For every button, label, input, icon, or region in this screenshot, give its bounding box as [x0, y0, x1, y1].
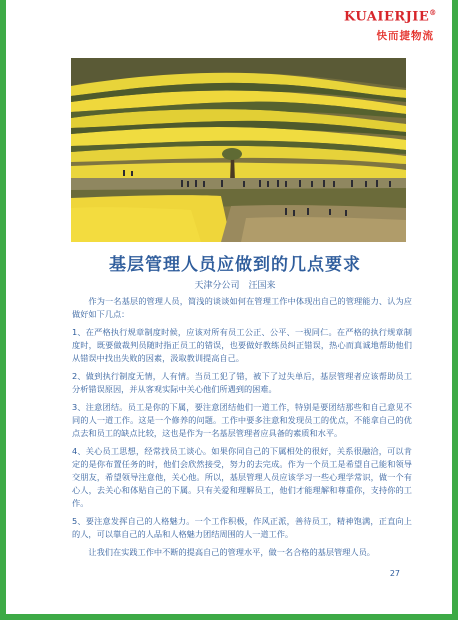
point-paragraph-1: 1、在严格执行规章制度时候，应该对所有员工公正、公平、一视同仁。在严格的执行规章制度时，既要做裁判员随时指正员工的错误，也要做好教练员纠正错误，热心而真诚地帮助他们从错误中找出失败的因素，汲取教训提高自己。 — [72, 327, 412, 363]
page-number: 27 — [389, 569, 400, 578]
point-paragraph-3: 3、注意团结。员工是你的下属，要注意团结他们一道工作，特别是要团结那些和自己意见不同的人一道工作。这是一个修养的问题。工作中要多注意和发现员工的优点，不能拿自己的优点去和员工的缺点比较，这也是作为一名基层管理者应具备的素质和水平。 — [72, 402, 412, 438]
intro-paragraph: 作为一名基层的管理人员，简浅的谈谈如何在管理工作中体现出自己的管理能力、认为应做好如下几点： — [72, 296, 412, 319]
point-paragraph-4: 4、关心员工思想，经常找员工谈心。如果你同自己的下属相处的很好，关系很融洽，可以肯定的是你布置任务的时，他们会欣然接受，努力的去完成。作为一个员工是希望自己能和领导交朋友，希望领导注意他，关心他。所以，基层管理人员应该学习一些心理学常识，做一个有心人，去关心和体贴自己的下属。只有关爱和理解员工，他们才能理解和尊重你，支持你的工作。 — [72, 446, 412, 508]
brand-logo — [344, 8, 437, 52]
article-title: 基层管理人员应做到的几点要求 — [109, 255, 361, 275]
article-author: 天津分公司 汪国来 — [194, 281, 276, 291]
rapeseed-terrace-photo — [71, 58, 406, 242]
point-paragraph-2: 2、做到执行制度无情，人有情。当员工犯了错，被下了过失单后，基层管理者应该帮助员工分析错误原因，并从客观实际中关心他们所遇到的困难。 — [72, 371, 412, 394]
logo-brand-latin: KUAIERJIE — [344, 9, 430, 25]
closing-paragraph: 让我们在实践工作中不断的提高自己的管理水平，做一名合格的基层管理人员。 — [88, 547, 375, 557]
registered-mark: ® — [429, 8, 437, 17]
article-body — [72, 295, 412, 564]
logo-brand-chinese: 快而捷物流 — [376, 30, 434, 43]
point-paragraph-5: 5、要注意发挥自己的人格魅力。一个工作积极，作风正派，善待员工，精神饱满，正直向上的人，可以靠自己的人品和人格魅力团结周围的人一道工作。 — [72, 516, 412, 539]
